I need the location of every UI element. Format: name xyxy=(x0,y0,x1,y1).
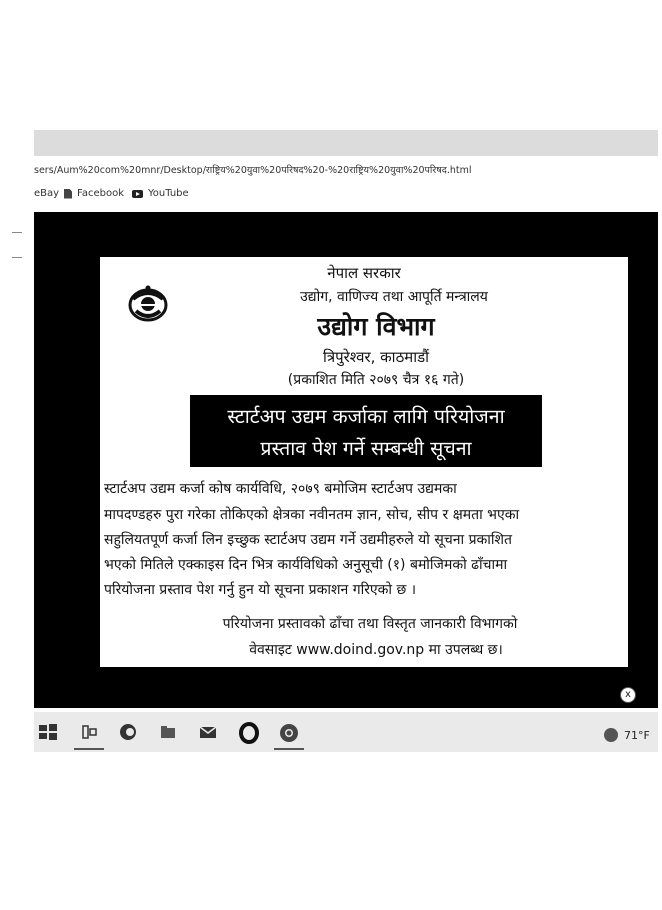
notice-title-box xyxy=(190,395,542,467)
image-viewer xyxy=(34,212,658,708)
edge-icon[interactable] xyxy=(118,722,138,742)
windows-start-icon[interactable] xyxy=(38,722,58,742)
notice-body-line: स्टार्टअप उद्यम कर्जा कोष कार्यविधि, २०७९ बमोजिम स्टार्टअप उद्यमका xyxy=(104,481,457,497)
file-explorer-icon[interactable] xyxy=(158,722,178,742)
bookmarks-bar xyxy=(34,184,658,206)
active-app-indicator xyxy=(274,748,304,750)
edge-mark xyxy=(12,257,22,258)
weather-temp: 71°F xyxy=(624,728,650,742)
notice-body-line: सहुलियतपूर्ण कर्जा लिन इच्छुक स्टार्टअप उद्यम गर्ने उद्यमीहरुले यो सूचना प्रकाशित xyxy=(104,532,513,548)
url-text[interactable]: sers/Aum%20com%20mnr/Desktop/राष्ट्रिय%20युवा%20परिषद%20-%20राष्ट्रिय%20युवा%20परिषद.html xyxy=(34,165,472,176)
notice-body-line: भएको मितिले एक्काइस दिन भित्र कार्यविधिको अनुसूची (१) बमोजिमको ढाँचामा xyxy=(104,557,508,573)
browser-tab-strip[interactable] xyxy=(34,130,658,156)
close-viewer-button[interactable]: x xyxy=(620,687,636,703)
notice-document xyxy=(100,257,628,667)
taskbar xyxy=(34,712,658,752)
opera-icon[interactable] xyxy=(238,722,260,744)
ministry-name: उद्योग, वाणिज्य तथा आपूर्ति मन्त्रालय xyxy=(300,289,488,305)
government-name: नेपाल सरकार xyxy=(327,264,401,282)
notice-body-line: मापदण्डहरु पुरा गरेका तोकिएको क्षेत्रका नवीनतम ज्ञान, सोच, सीप र क्षमता भएका xyxy=(104,507,520,523)
bookmark-ebay[interactable] xyxy=(34,188,59,199)
mail-icon[interactable] xyxy=(198,722,218,742)
bookmark-facebook[interactable] xyxy=(64,188,124,199)
edge-mark xyxy=(12,232,22,233)
page-icon xyxy=(64,189,72,199)
task-view-icon[interactable] xyxy=(80,722,100,742)
notice-body-line: परियोजना प्रस्ताव पेश गर्नु हुन यो सूचना प्रकाशन गरिएको छ । xyxy=(104,582,417,598)
notice-title-line-2: प्रस्ताव पेश गर्ने सम्बन्धी सूचना xyxy=(260,437,472,460)
address-bar[interactable] xyxy=(34,158,658,182)
moon-icon xyxy=(604,728,618,742)
location: त्रिपुरेश्वर, काठमाडौं xyxy=(322,348,430,366)
bookmark-label: Facebook xyxy=(77,188,124,199)
chrome-icon[interactable] xyxy=(278,722,300,744)
department-name: उद्योग विभाग xyxy=(317,312,435,341)
active-app-indicator xyxy=(74,748,104,750)
weather-widget[interactable] xyxy=(604,728,650,742)
notice-footer-line-1: परियोजना प्रस्तावको ढाँचा तथा विस्तृत जानकारी विभागको xyxy=(222,616,518,632)
notice-footer-line-2: वेवसाइट www.doind.gov.np मा उपलब्ध छ। xyxy=(249,642,503,658)
youtube-icon xyxy=(132,190,143,198)
notice-title-line-1: स्टार्टअप उद्यम कर्जाका लागि परियोजना xyxy=(227,405,505,428)
bookmark-label: YouTube xyxy=(148,188,189,199)
published-date: (प्रकाशित मिति २०७९ चैत्र १६ गते) xyxy=(287,372,465,388)
bookmark-youtube[interactable] xyxy=(132,188,189,199)
bookmark-label: eBay xyxy=(34,188,60,199)
